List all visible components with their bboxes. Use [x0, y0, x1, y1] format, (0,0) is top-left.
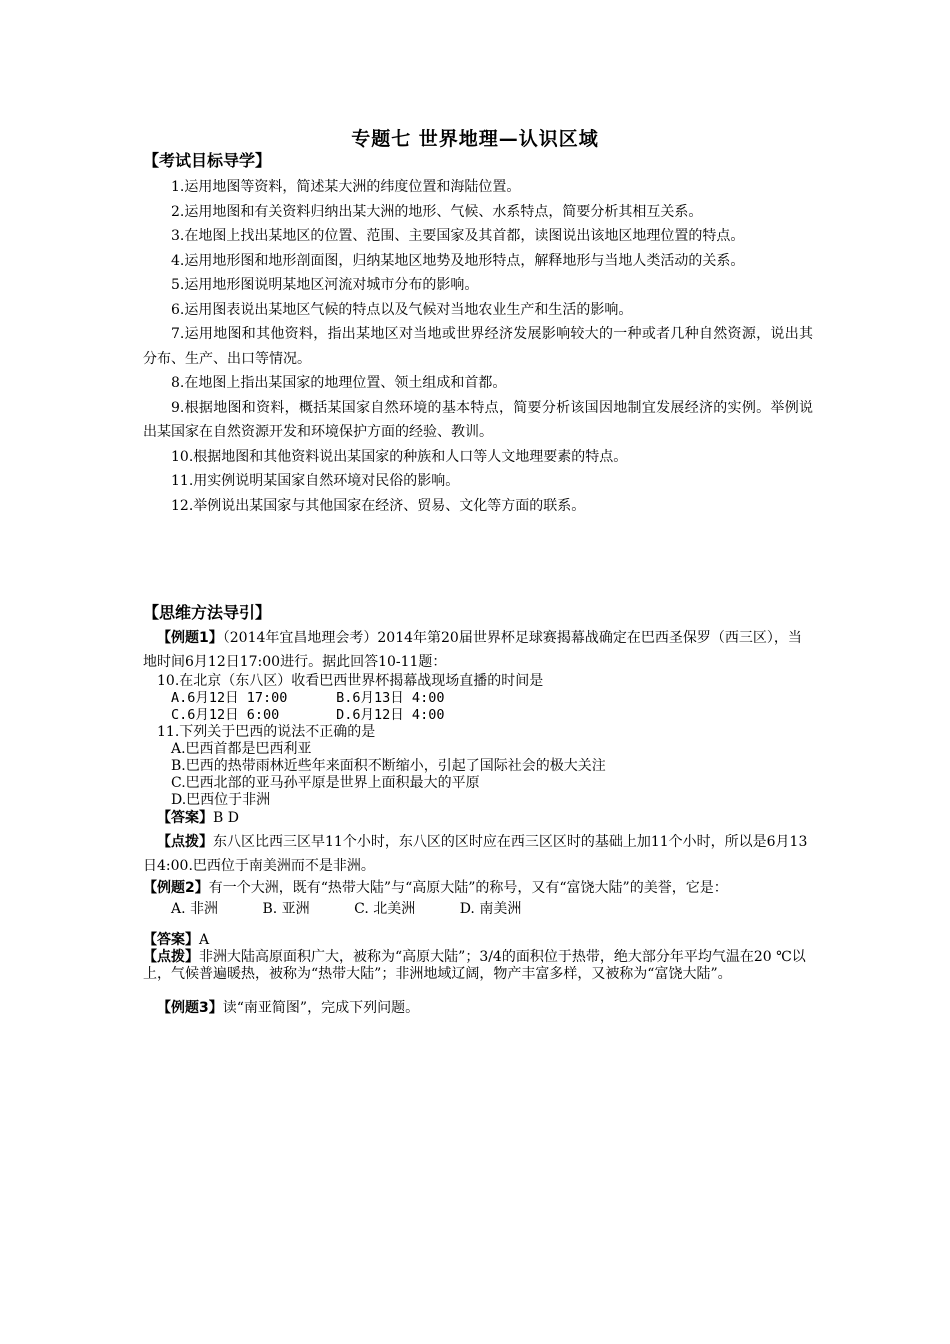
objective-item: 1.运用地图等资料，简述某大洲的纬度位置和海陆位置。 [171, 179, 521, 195]
example3-block [143, 1000, 815, 1017]
example1-label: 【例题1】 [157, 630, 223, 646]
hint-text: 非洲大陆高原面积广大，被称为“高原大陆”；3/4的面积位于热带，绝大部分年平均气温在20 ℃以上，气候普遍暖热，被称为“热带大陆”；非洲地域辽阔，物产丰富多样，又被称为“富饶大陆”。 [143, 949, 806, 982]
example1-hint [143, 830, 815, 878]
answer-label: 【答案】 [157, 810, 213, 826]
choice-c: C. 北美洲 [354, 901, 416, 917]
objective-item: 6.运用图表说出某地区气候的特点以及气候对当地农业生产和生活的影响。 [171, 301, 633, 318]
example2-hint [143, 949, 815, 983]
objective-item: 11.用实例说明某国家自然环境对民俗的影响。 [171, 473, 460, 489]
objective-item: 3.在地图上找出某地区的位置、范围、主要国家及其首都，读图说出该地区地理位置的特点。 [171, 228, 745, 244]
example1-answer-block [143, 806, 815, 878]
example1-answer [143, 806, 815, 830]
example3-label: 【例题3】 [157, 1000, 223, 1016]
question-11-option-b: B.巴西的热带雨林近些年来面积不断缩小，引起了国际社会的极大关注 [171, 758, 606, 774]
choice-b: B. 亚洲 [262, 901, 310, 917]
objective-item: 12.举例说出某国家与其他国家在经济、贸易、文化等方面的联系。 [171, 497, 586, 514]
objective-item: 7.运用地图和其他资料，指出某地区对当地或世界经济发展影响较大的一种或者几种自然资源，说出其分布、生产、出口等情况。 [143, 326, 813, 367]
example3-stem-text: 读“南亚简图”，完成下列问题。 [222, 1000, 420, 1016]
objective-item: 5.运用地形图说明某地区河流对城市分布的影响。 [171, 277, 479, 293]
section-heading-methods: 【思维方法导引】 [143, 603, 272, 622]
example2-choices [143, 901, 815, 918]
question-10-options-row2: C.6月12日 6:00 D.6月12日 4:00 [171, 707, 445, 723]
example1-stem [143, 626, 815, 674]
example2-label: 【例题2】 [143, 880, 209, 896]
page-title: 专题七 世界地理—认识区域 [351, 128, 599, 150]
example2-answer-block [143, 932, 815, 983]
objective-item: 9.根据地图和资料，概括某国家自然环境的基本特点，简要分析该国因地制宜发展经济的实例。举例说出某国家在自然资源开发和环境保护方面的经验、教训。 [143, 399, 813, 440]
example1-stem-block [143, 626, 815, 674]
question-11-option-d: D.巴西位于非洲 [171, 792, 271, 808]
section-heading-objectives: 【考试目标导学】 [143, 151, 272, 170]
answer-value: B D [213, 810, 239, 826]
example2-block [143, 880, 815, 918]
objective-item: 10.根据地图和其他资料说出某国家的种族和人口等人文地理要素的特点。 [171, 448, 628, 465]
answer-value: A [199, 932, 210, 948]
question-10-options-row1: A.6月12日 17:00 B.6月13日 4:00 [171, 690, 445, 706]
objective-item: 2.运用地图和有关资料归纳出某大洲的地形、气候、水系特点，简要分析其相互关系。 [171, 203, 703, 220]
hint-text: 东八区比西三区早11个小时，东八区的区时应在西三区区时的基础上加11个小时，所以是6月13日4:00.巴西位于南美洲而不是非洲。 [143, 834, 808, 874]
choice-d: D. 南美洲 [459, 901, 522, 917]
question-10: 10.在北京（东八区）收看巴西世界杯揭幕战现场直播的时间是 [157, 673, 544, 689]
example2-stem-text: 有一个大洲，既有“热带大陆”与“高原大陆”的称号，又有“富饶大陆”的美誉，它是： [208, 880, 728, 896]
hint-label: 【点拨】 [143, 949, 199, 965]
question-11: 11.下列关于巴西的说法不正确的是 [157, 724, 376, 740]
example2-answer [143, 932, 815, 949]
objectives-list [143, 175, 813, 518]
choice-a: A. 非洲 [171, 901, 219, 917]
example1-stem-text: （2014年宜昌地理会考）2014年第20届世界杯足球赛揭幕战确定在巴西圣保罗（西三区），当地时间6月12日17:00进行。据此回答10-11题： [143, 630, 802, 670]
question-11-option-a: A.巴西首都是巴西利亚 [171, 741, 312, 757]
answer-label: 【答案】 [143, 932, 199, 948]
question-11-option-c: C.巴西北部的亚马孙平原是世界上面积最大的平原 [171, 775, 480, 791]
objective-item: 4.运用地形图和地形剖面图，归纳某地区地势及地形特点，解释地形与当地人类活动的关系。 [171, 252, 745, 269]
example2-stem [143, 880, 815, 897]
hint-label: 【点拨】 [157, 834, 213, 850]
example1-questions [143, 673, 815, 809]
objective-item: 8.在地图上指出某国家的地理位置、领土组成和首都。 [171, 375, 507, 391]
example3-stem [143, 1000, 815, 1017]
